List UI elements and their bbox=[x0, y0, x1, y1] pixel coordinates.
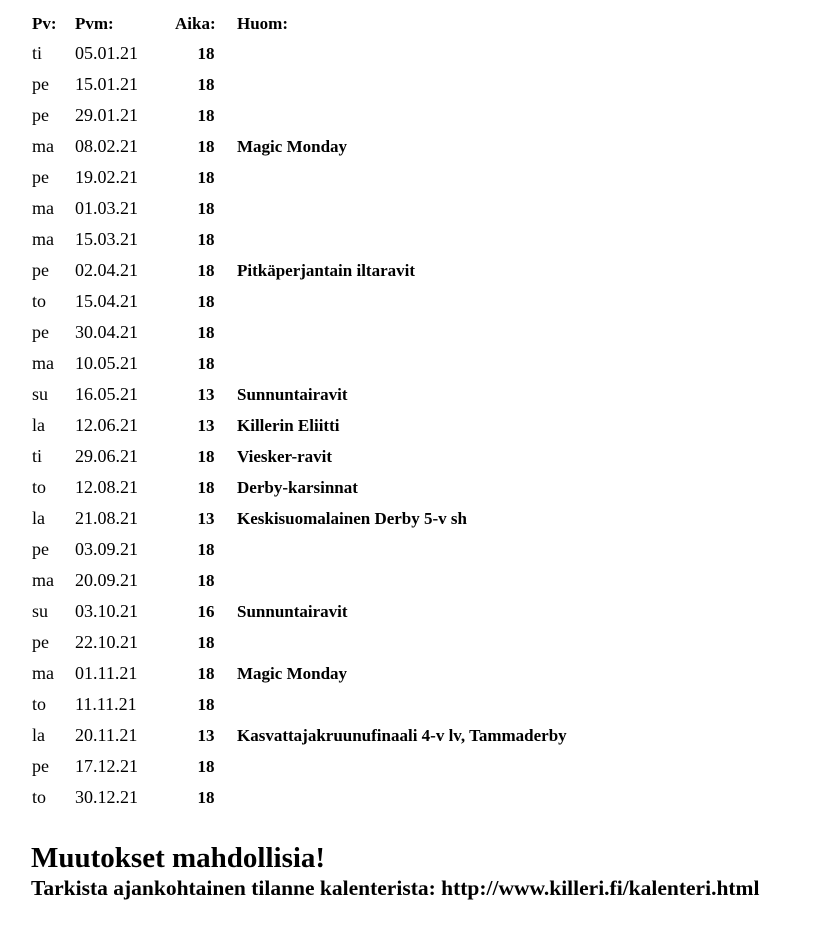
cell-day: pe bbox=[32, 105, 49, 125]
table-row bbox=[30, 69, 567, 100]
table-row bbox=[30, 224, 567, 255]
cell-date: 10.05.21 bbox=[75, 353, 138, 373]
table-row bbox=[30, 658, 567, 689]
cell-day: pe bbox=[32, 756, 49, 776]
cell-notes: Sunnuntairavit bbox=[237, 601, 348, 621]
cell-day: ma bbox=[32, 663, 54, 683]
changes-notice: Muutokset mahdollisia! bbox=[31, 842, 326, 874]
cell-date: 11.11.21 bbox=[75, 694, 137, 714]
cell-date: 15.03.21 bbox=[75, 229, 138, 249]
table-row bbox=[30, 472, 567, 503]
table-row bbox=[30, 627, 567, 658]
cell-time: 18 bbox=[197, 198, 215, 218]
cell-day: pe bbox=[32, 74, 49, 94]
cell-date: 30.04.21 bbox=[75, 322, 138, 342]
cell-notes: Sunnuntairavit bbox=[237, 384, 348, 404]
cell-time: 18 bbox=[197, 260, 215, 280]
cell-day: pe bbox=[32, 322, 49, 342]
cell-date: 17.12.21 bbox=[75, 756, 138, 776]
table-header-row bbox=[30, 10, 567, 38]
header-time: Aika: bbox=[175, 14, 216, 33]
cell-day: la bbox=[32, 725, 45, 745]
cell-date: 15.01.21 bbox=[75, 74, 138, 94]
cell-notes bbox=[237, 69, 567, 100]
cell-date: 21.08.21 bbox=[75, 508, 138, 528]
cell-date: 03.10.21 bbox=[75, 601, 138, 621]
cell-notes bbox=[237, 193, 567, 224]
cell-notes bbox=[237, 162, 567, 193]
cell-time: 18 bbox=[197, 43, 215, 63]
cell-date: 29.06.21 bbox=[75, 446, 138, 466]
table-row bbox=[30, 720, 567, 751]
cell-notes bbox=[237, 100, 567, 131]
cell-time: 16 bbox=[197, 601, 215, 621]
cell-day: la bbox=[32, 415, 45, 435]
cell-notes bbox=[237, 317, 567, 348]
cell-day: pe bbox=[32, 167, 49, 187]
cell-time: 18 bbox=[197, 632, 215, 652]
cell-day: la bbox=[32, 508, 45, 528]
cell-date: 02.04.21 bbox=[75, 260, 138, 280]
table-row bbox=[30, 286, 567, 317]
table-row bbox=[30, 38, 567, 69]
cell-notes bbox=[237, 38, 567, 69]
table-row bbox=[30, 255, 567, 286]
cell-day: ma bbox=[32, 136, 54, 156]
cell-notes bbox=[237, 348, 567, 379]
table-row bbox=[30, 162, 567, 193]
table-row bbox=[30, 410, 567, 441]
cell-date: 01.03.21 bbox=[75, 198, 138, 218]
table-row bbox=[30, 100, 567, 131]
header-notes: Huom: bbox=[237, 14, 288, 33]
cell-notes bbox=[237, 689, 567, 720]
cell-time: 18 bbox=[197, 353, 215, 373]
cell-day: ti bbox=[32, 446, 43, 466]
table-row bbox=[30, 441, 567, 472]
cell-time: 18 bbox=[197, 291, 215, 311]
table-row bbox=[30, 348, 567, 379]
cell-day: pe bbox=[32, 539, 49, 559]
cell-notes bbox=[237, 224, 567, 255]
cell-date: 12.06.21 bbox=[75, 415, 138, 435]
cell-day: su bbox=[32, 601, 49, 621]
cell-notes: Keskisuomalainen Derby 5-v sh bbox=[237, 508, 467, 528]
cell-notes: Killerin Eliitti bbox=[237, 415, 340, 435]
cell-time: 18 bbox=[197, 756, 215, 776]
cell-date: 08.02.21 bbox=[75, 136, 138, 156]
cell-notes bbox=[237, 627, 567, 658]
cell-day: to bbox=[32, 291, 47, 311]
cell-date: 05.01.21 bbox=[75, 43, 138, 63]
cell-notes: Magic Monday bbox=[237, 136, 348, 156]
cell-date: 03.09.21 bbox=[75, 539, 138, 559]
cell-date: 01.11.21 bbox=[75, 663, 138, 683]
cell-day: ma bbox=[32, 353, 54, 373]
table-row bbox=[30, 565, 567, 596]
table-row bbox=[30, 193, 567, 224]
table-row bbox=[30, 596, 567, 627]
cell-date: 20.09.21 bbox=[75, 570, 138, 590]
cell-notes: Viesker-ravit bbox=[237, 446, 333, 466]
cell-notes: Derby-karsinnat bbox=[237, 477, 358, 497]
cell-day: to bbox=[32, 477, 47, 497]
calendar-link-text: Tarkista ajankohtainen tilanne kalenterista: http://www.killeri.fi/kalenteri.html bbox=[31, 876, 760, 900]
cell-day: ti bbox=[32, 43, 43, 63]
cell-time: 18 bbox=[197, 105, 215, 125]
table-row bbox=[30, 782, 567, 813]
cell-time: 18 bbox=[197, 167, 215, 187]
cell-date: 22.10.21 bbox=[75, 632, 138, 652]
cell-notes: Magic Monday bbox=[237, 663, 348, 683]
cell-time: 13 bbox=[197, 384, 215, 404]
cell-time: 13 bbox=[197, 725, 215, 745]
table-row bbox=[30, 131, 567, 162]
cell-time: 18 bbox=[197, 322, 215, 342]
cell-date: 12.08.21 bbox=[75, 477, 138, 497]
cell-time: 18 bbox=[197, 446, 215, 466]
table-row bbox=[30, 751, 567, 782]
cell-time: 18 bbox=[197, 229, 215, 249]
cell-date: 20.11.21 bbox=[75, 725, 138, 745]
cell-notes: Pitkäperjantain iltaravit bbox=[237, 260, 416, 280]
table-row bbox=[30, 317, 567, 348]
cell-notes: Kasvattajakruunufinaali 4-v lv, Tammaderby bbox=[237, 725, 567, 745]
cell-time: 18 bbox=[197, 477, 215, 497]
cell-date: 30.12.21 bbox=[75, 787, 138, 807]
cell-day: ma bbox=[32, 198, 54, 218]
cell-notes bbox=[237, 534, 567, 565]
cell-time: 13 bbox=[197, 508, 215, 528]
cell-day: ma bbox=[32, 229, 54, 249]
table-row bbox=[30, 503, 567, 534]
cell-day: su bbox=[32, 384, 49, 404]
cell-notes bbox=[237, 751, 567, 782]
cell-time: 18 bbox=[197, 694, 215, 714]
cell-time: 18 bbox=[197, 74, 215, 94]
cell-time: 18 bbox=[197, 663, 215, 683]
cell-time: 13 bbox=[197, 415, 215, 435]
cell-time: 18 bbox=[197, 570, 215, 590]
footer bbox=[31, 840, 759, 900]
cell-date: 29.01.21 bbox=[75, 105, 138, 125]
table-row bbox=[30, 534, 567, 565]
cell-date: 16.05.21 bbox=[75, 384, 138, 404]
cell-time: 18 bbox=[197, 539, 215, 559]
cell-day: ma bbox=[32, 570, 54, 590]
cell-day: pe bbox=[32, 260, 49, 280]
cell-day: to bbox=[32, 694, 47, 714]
cell-notes bbox=[237, 565, 567, 596]
cell-day: to bbox=[32, 787, 47, 807]
cell-date: 15.04.21 bbox=[75, 291, 138, 311]
cell-time: 18 bbox=[197, 787, 215, 807]
cell-notes bbox=[237, 286, 567, 317]
cell-day: pe bbox=[32, 632, 49, 652]
cell-notes bbox=[237, 782, 567, 813]
table-row bbox=[30, 379, 567, 410]
cell-date: 19.02.21 bbox=[75, 167, 138, 187]
race-schedule-table bbox=[30, 10, 567, 813]
header-day: Pv: bbox=[32, 14, 57, 33]
cell-time: 18 bbox=[197, 136, 215, 156]
table-row bbox=[30, 689, 567, 720]
header-date: Pvm: bbox=[75, 14, 114, 33]
